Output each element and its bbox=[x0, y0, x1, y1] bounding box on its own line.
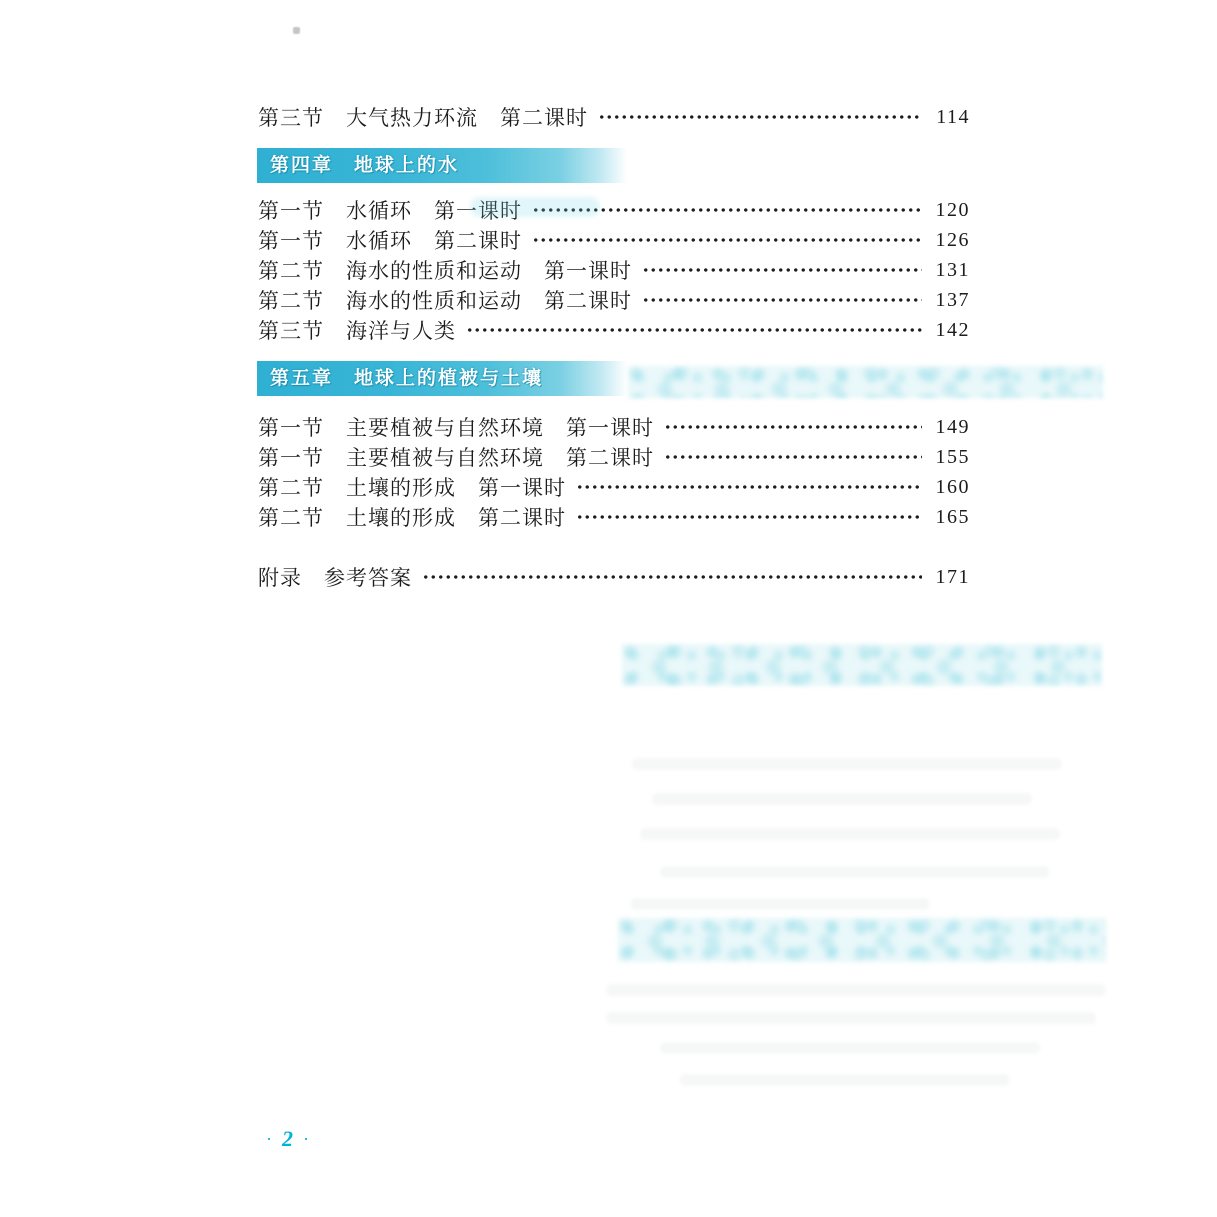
toc-part-label: 第二课时 bbox=[478, 506, 566, 530]
bleed-through-line bbox=[660, 1042, 1040, 1054]
bleed-through-band bbox=[622, 644, 1102, 686]
chapter-banner-ch4 bbox=[257, 148, 627, 183]
toc-title-label: 海水的性质和运动 bbox=[346, 259, 522, 283]
toc-row bbox=[258, 227, 970, 253]
toc-part-label: 第一课时 bbox=[434, 199, 522, 223]
toc-page-number: 120 bbox=[935, 198, 970, 221]
toc-page-number: 114 bbox=[936, 105, 970, 128]
dot-leader bbox=[576, 474, 922, 500]
dot-leader bbox=[466, 317, 922, 343]
toc-row bbox=[258, 257, 970, 283]
toc-part-label: 第一课时 bbox=[478, 476, 566, 500]
toc-row bbox=[258, 444, 970, 470]
bleed-through-line bbox=[632, 758, 1062, 770]
toc-part-label: 第二课时 bbox=[544, 289, 632, 313]
print-speck bbox=[293, 27, 300, 34]
toc-row bbox=[258, 104, 970, 130]
bleed-through-line bbox=[640, 828, 1060, 840]
bleed-through-band bbox=[618, 918, 1106, 962]
bleed-through-band bbox=[628, 366, 1103, 398]
toc-section-label: 第三节 bbox=[258, 319, 324, 343]
toc-row bbox=[258, 564, 970, 590]
dot-leader bbox=[532, 227, 922, 253]
bleed-through-line bbox=[606, 984, 1106, 996]
toc-section-label: 第二节 bbox=[258, 506, 324, 530]
toc-part-label: 第二课时 bbox=[500, 106, 588, 130]
dot-leader bbox=[642, 287, 922, 313]
page-number-right-dot: · bbox=[303, 1129, 309, 1149]
bleed-through-line bbox=[680, 1074, 1010, 1086]
dot-leader bbox=[576, 504, 922, 530]
toc-title-label: 海水的性质和运动 bbox=[346, 289, 522, 313]
toc-title-label: 海洋与人类 bbox=[346, 319, 456, 343]
bleed-through-line bbox=[652, 793, 1032, 805]
page-number-value: 2 bbox=[282, 1126, 293, 1151]
toc-page-number: 160 bbox=[935, 475, 970, 498]
toc-section-label: 第一节 bbox=[258, 199, 324, 223]
chapter-banner-ch5 bbox=[257, 361, 627, 396]
page-number-left-dot: · bbox=[266, 1129, 272, 1149]
toc-title-label: 水循环 bbox=[346, 199, 412, 223]
dot-leader bbox=[422, 564, 922, 590]
toc-part-label: 第二课时 bbox=[434, 229, 522, 253]
toc-title-label: 主要植被与自然环境 bbox=[346, 416, 544, 440]
footer-page-number bbox=[266, 1126, 309, 1152]
toc-page-number: 155 bbox=[935, 445, 970, 468]
toc-title-label: 土壤的形成 bbox=[346, 506, 456, 530]
toc-row bbox=[258, 197, 970, 223]
toc-section-label: 第二节 bbox=[258, 289, 324, 313]
bleed-through-line bbox=[630, 898, 930, 910]
toc-row bbox=[258, 504, 970, 530]
toc-section-label: 附录 bbox=[258, 566, 302, 590]
toc-row bbox=[258, 287, 970, 313]
chapter-banner-label: 第四章 地球上的水 bbox=[270, 155, 460, 176]
bleed-through-line bbox=[660, 866, 1050, 878]
toc-title-label: 土壤的形成 bbox=[346, 476, 456, 500]
toc-section-label: 第一节 bbox=[258, 229, 324, 253]
toc-title-label: 大气热力环流 bbox=[346, 106, 478, 130]
toc-page-number: 137 bbox=[935, 288, 970, 311]
toc-title-label: 参考答案 bbox=[324, 566, 412, 590]
toc-section-label: 第一节 bbox=[258, 416, 324, 440]
toc-part-label: 第一课时 bbox=[544, 259, 632, 283]
toc-part-label: 第一课时 bbox=[566, 416, 654, 440]
toc-part-label: 第二课时 bbox=[566, 446, 654, 470]
toc-title-label: 主要植被与自然环境 bbox=[346, 446, 544, 470]
toc-section-label: 第二节 bbox=[258, 259, 324, 283]
toc-row bbox=[258, 414, 970, 440]
toc-section-label: 第二节 bbox=[258, 476, 324, 500]
chapter-banner-label: 第五章 地球上的植被与土壤 bbox=[270, 368, 544, 389]
toc-row bbox=[258, 317, 970, 343]
toc-section-label: 第三节 bbox=[258, 106, 324, 130]
toc-page-number: 149 bbox=[935, 415, 970, 438]
toc-page-number: 165 bbox=[935, 505, 970, 528]
dot-leader bbox=[598, 104, 922, 130]
toc-row bbox=[258, 474, 970, 500]
toc-page-number: 142 bbox=[935, 318, 970, 341]
toc-page-number: 126 bbox=[935, 228, 970, 251]
toc-title-label: 水循环 bbox=[346, 229, 412, 253]
toc-page-number: 171 bbox=[935, 565, 970, 588]
dot-leader bbox=[664, 414, 922, 440]
dot-leader bbox=[642, 257, 922, 283]
bleed-through-artifact bbox=[470, 197, 600, 217]
bleed-through-line bbox=[606, 1012, 1096, 1024]
toc-page-number: 131 bbox=[935, 258, 970, 281]
dot-leader bbox=[664, 444, 922, 470]
toc-section-label: 第一节 bbox=[258, 446, 324, 470]
